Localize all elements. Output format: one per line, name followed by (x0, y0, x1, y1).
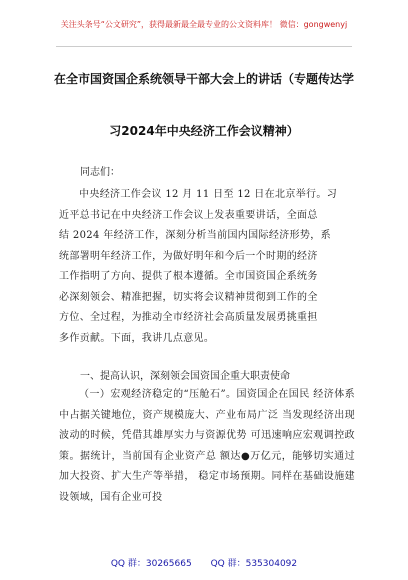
header-banner: 关注头条号“公文研究”，获得最新最全最专业的公文资料库！ 微信：gongwenyj (60, 20, 348, 29)
text-line: 必深刻领会、精准把握，切实将会议精神贯彻到工作的全 (59, 291, 318, 303)
text-line: 稳定市场预期。同样在基础设施建设领域，国有企业可投 (59, 471, 355, 503)
paragraph-section-1 (59, 385, 355, 508)
text-line: 可迅速响应宏观调控政策。据统计，当前国有企业资产总 (59, 430, 355, 462)
salutation: 同志们： (80, 167, 120, 178)
text-line: （一）宏观经济稳定的“压舱石”。国资国企在国民 (79, 389, 310, 400)
section-heading: 一、提高认识，深刻领会国资国企重大职责使命 (80, 371, 290, 382)
text-line: 统部署明年经济工作，为做好明年和今后一个时期的经济 (59, 250, 318, 262)
text-line: 结 2024 年经济工作，深刻分析当前国内国际经济形势，系 (59, 230, 331, 241)
text-line: 方位、全过程，为推动全市经济社会高质量发展勇挑重担 (59, 312, 318, 323)
text-line: 额达●万亿元，能够切实通过加大投资、扩大生产等举措， (59, 450, 355, 482)
paragraph-intro (59, 185, 355, 349)
text-line: 工作指明了方向、提供了根本遵循。全市国资国企系统务 (59, 271, 318, 282)
text-line: 近平总书记在中央经济工作会议上发表重要讲话，全面总 (59, 209, 318, 221)
footer-qq-group-1: QQ 群：30265665 (110, 559, 192, 569)
document-title-line-2: 习2024年中央经济工作会议精神） (109, 124, 299, 138)
text-line: 中央经济工作会议 12 月 11 日至 12 日在北京举行。习 (79, 189, 338, 200)
text-line: 经济体系中占据关键地位，资产规模庞大、产业布局广泛 (59, 389, 356, 421)
footer-qq-group-2: QQ 群：535304092 (210, 559, 298, 569)
text-line: 多作贡献。下面，我讲几点意见。 (59, 332, 215, 344)
footer (0, 556, 408, 569)
text-line: 当发现经济出现波动的时候，凭借其雄厚实力与资源优势 (59, 409, 355, 441)
document-title-line-1: 在全市国资国企系统领导干部大会上的讲话（专题传达学 (53, 72, 354, 86)
header-divider (56, 46, 352, 47)
